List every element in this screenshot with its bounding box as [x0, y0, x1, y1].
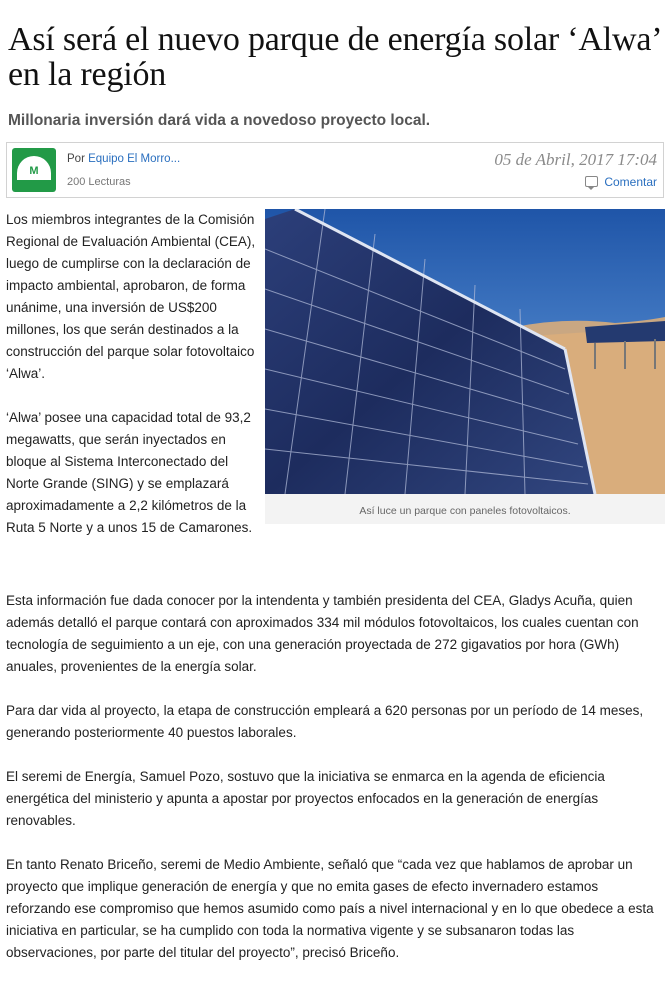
paragraph: En tanto Renato Briceño, seremi de Medio Ambiente, señaló que “cada vez que hablamos de aprobar un proyecto que implique generación de energía y que no emita gases de efecto invernadero estamos reforzando ese compromiso que hemos asumido como país a nivel internacional y en lo que obedece a esta iniciativa en particular, se ha cumplido con toda la normativa vigente y se subsanaron todas las observaciones, por parte del titular del proyecto”, precisó Briceño. [6, 857, 654, 960]
paragraph: Los miembros integrantes de la Comisión Regional de Evaluación Ambiental (CEA), luego de cumplirse con la declaración de impacto ambiental, aprobaron, de forma unánime, una inversión de US$200 millones, los que serán destinados a la construcción del parque solar fotovoltaico ‘Alwa’. [6, 212, 256, 381]
author-link[interactable]: Equipo El Morro... [88, 153, 181, 165]
solar-panel-photo[interactable] [265, 209, 665, 494]
byline-box [6, 142, 664, 198]
comment-label: Comentar [604, 175, 657, 189]
read-count: 200 Lecturas [67, 176, 131, 188]
article-subtitle: Millonaria inversión dará vida a novedoso proyecto local. [8, 112, 431, 129]
byline-author-line [67, 153, 180, 165]
paragraph: El seremi de Energía, Samuel Pozo, sostuvo que la iniciativa se enmarca en la agenda de eficiencia energética del ministerio y apunta a apostar por proyectos enfocados en la generación de energías renovables. [6, 769, 605, 828]
comment-icon [585, 176, 598, 187]
paragraph: Para dar vida al proyecto, la etapa de construcción empleará a 620 personas por un período de 14 meses, generando posteriormente 40 puestos laborales. [6, 703, 644, 740]
solar-panel-illustration [265, 209, 665, 494]
by-label: Por [67, 153, 85, 165]
article-body [6, 590, 658, 986]
logo-letter: M [29, 165, 39, 177]
article-figure [265, 209, 665, 524]
figure-caption: Así luce un parque con paneles fotovoltaicos. [359, 505, 571, 517]
article-title: Así será el nuevo parque de energía solar ‘Alwa’ en la región [8, 21, 660, 93]
lead-text [6, 209, 256, 561]
publisher-logo[interactable] [12, 148, 56, 192]
paragraph: Esta información fue dada conocer por la intendenta y también presidenta del CEA, Gladys Acuña, quien además detalló el parque contará con aproximados 334 mil módulos fotovoltaicos, los cuales cuentan con tecnología de seguimiento a un eje, con una generación proyectada de 272 gigavatios por hora (GWh) anuales, provenientes de la energía solar. [6, 593, 639, 674]
comment-button[interactable] [585, 175, 657, 189]
paragraph: ‘Alwa’ posee una capacidad total de 93,2 megawatts, que serán inyectados en bloque al Sistema Interconectado del Norte Grande (SING) y se emplazará aproximadamente a 2,2 kilómetros de la Ruta 5 Norte y a unos 15 de Camarones. [6, 410, 253, 535]
publish-date: 05 de Abril, 2017 17:04 [494, 150, 657, 169]
